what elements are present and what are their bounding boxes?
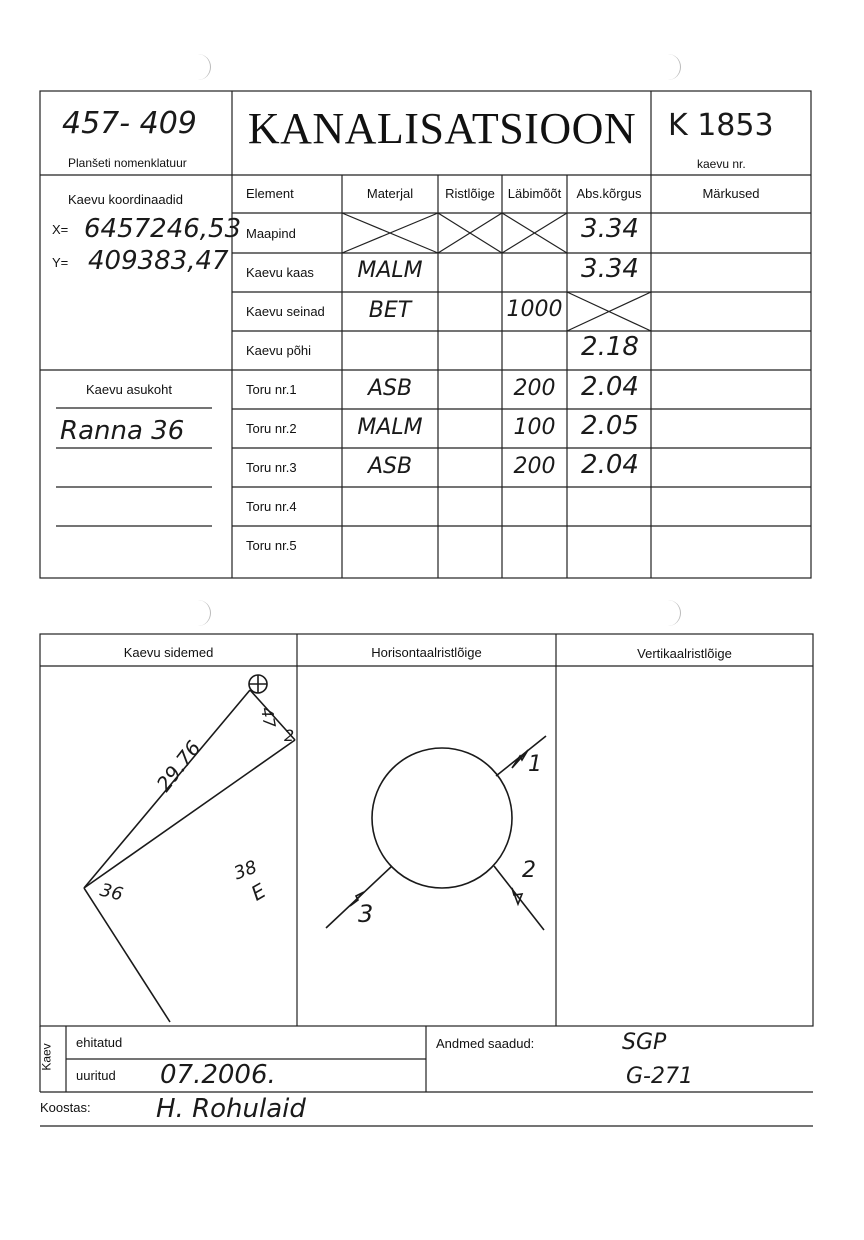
sketch-distance-label: 29.76 — [151, 736, 206, 796]
author-signature: H. Rohulaid — [156, 1094, 306, 1124]
header-cross-section: Ristlõige — [445, 186, 495, 201]
author-label: Koostas: — [40, 1100, 91, 1115]
row-abs-height: 2.04 — [581, 450, 639, 480]
row-material: BET — [368, 298, 412, 323]
header-remarks: Märkused — [702, 186, 760, 201]
built-label: ehitatud — [76, 1035, 123, 1050]
nomenclature-value: 457- 409 — [62, 106, 197, 141]
row-material: ASB — [367, 454, 413, 479]
horizontal-section-label: Horisontaalristlõige — [371, 645, 482, 660]
form-title: KANALISATSIOON — [247, 104, 637, 153]
well-cross-section-circle — [372, 748, 512, 888]
pipe-3-label: 3 — [358, 900, 374, 928]
pipe-2-line — [494, 866, 544, 930]
coordinates-label: Kaevu koordinaadid — [68, 192, 183, 207]
x-coordinate-value: 6457246,53 — [84, 214, 242, 244]
data-source-code: G-271 — [626, 1064, 693, 1089]
pipe-2-label: 2 — [522, 858, 536, 883]
row-abs-height: 3.34 — [581, 214, 639, 244]
row-element-label: Kaevu seinad — [246, 304, 325, 319]
surveyed-label: uuritud — [76, 1068, 116, 1083]
y-label: Y= — [52, 255, 69, 270]
row-element-label: Toru nr.4 — [246, 499, 297, 514]
header-abs-height: Abs.kõrgus — [576, 186, 642, 201]
row-element-label: Kaevu põhi — [246, 343, 312, 358]
well-number-value: K 1853 — [668, 108, 774, 143]
row-material: ASB — [367, 376, 413, 401]
punch-hole-mark — [666, 600, 681, 626]
row-diameter: 1000 — [506, 297, 563, 322]
data-source-value: SGP — [622, 1030, 667, 1055]
row-element-label: Toru nr.1 — [246, 382, 297, 397]
header-material: Materjal — [366, 186, 414, 201]
row-diameter: 200 — [513, 376, 556, 401]
x-label: X= — [52, 222, 69, 237]
vertical-section-label: Vertikaalristlõige — [637, 646, 732, 661]
punch-hole-mark — [196, 600, 211, 626]
header-diameter: Läbimõõt — [507, 186, 562, 201]
row-abs-height: 2.05 — [581, 411, 639, 441]
sketch-side-number: 38 — [231, 856, 260, 885]
row-material: MALM — [357, 415, 423, 440]
header-element: Element — [246, 186, 294, 201]
row-element-label: Maapind — [246, 226, 296, 241]
row-abs-height: 2.04 — [581, 372, 639, 402]
y-coordinate-value: 409383,47 — [88, 246, 229, 276]
data-source-label: Andmed saadud: — [436, 1036, 535, 1051]
row-material: MALM — [357, 258, 423, 283]
row-element-label: Toru nr.3 — [246, 460, 297, 475]
row-element-label: Toru nr.2 — [246, 421, 297, 436]
location-label: Kaevu asukoht — [86, 382, 173, 397]
connections-label: Kaevu sidemed — [123, 645, 214, 660]
nomenclature-label: Planšeti nomenklatuur — [68, 156, 187, 170]
row-diameter: 100 — [513, 415, 556, 440]
row-abs-height: 3.34 — [581, 254, 639, 284]
punch-hole-mark — [196, 54, 211, 80]
row-element-label: Toru nr.5 — [246, 538, 297, 553]
sketch-number-top: 47 — [257, 705, 280, 730]
punch-hole-mark — [666, 54, 681, 80]
pipe-1-label: 1 — [528, 752, 542, 777]
row-abs-height: 2.18 — [581, 332, 639, 362]
well-side-label: Kaev — [39, 1043, 54, 1071]
well-number-label: kaevu nr. — [697, 157, 746, 171]
surveyed-date-value: 07.2006. — [160, 1060, 276, 1090]
location-value: Ranna 36 — [60, 416, 185, 446]
sketch-side-letter: E — [246, 878, 270, 906]
row-element-label: Kaevu kaas — [246, 265, 314, 280]
sketch-house-number: 36 — [97, 879, 126, 906]
row-diameter: 200 — [513, 454, 556, 479]
sketch-number-right: 2 — [284, 726, 295, 745]
